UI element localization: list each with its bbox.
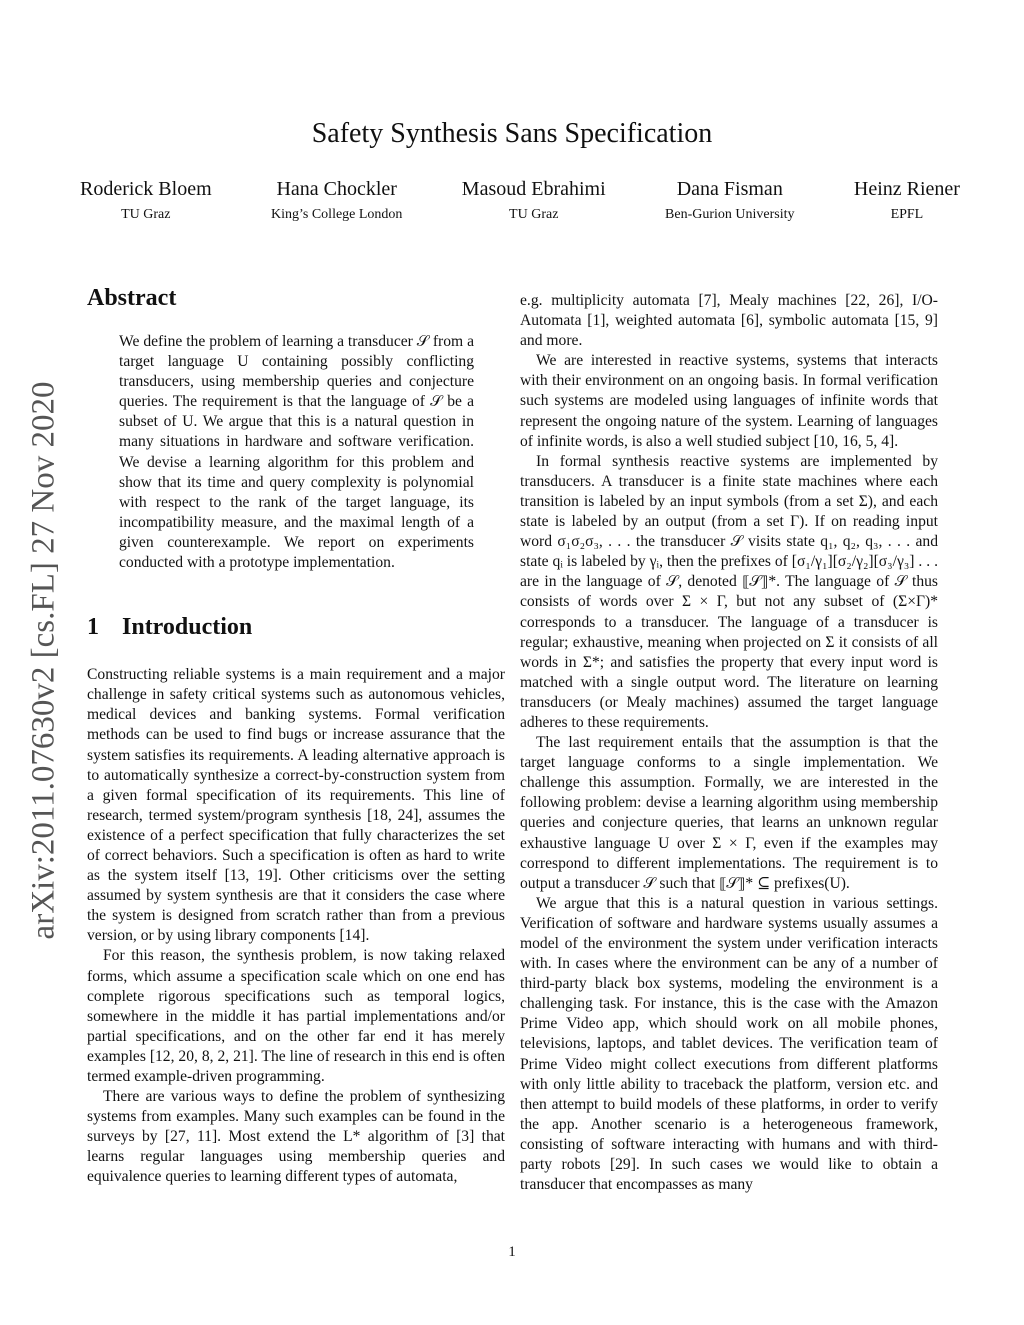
author-affiliation: King’s College London bbox=[271, 207, 403, 222]
section-title: Introduction bbox=[122, 614, 253, 641]
abstract-heading: Abstract bbox=[87, 285, 177, 311]
paragraph: We argue that this is a natural question in various settings. Verification of software and hardware systems usually assumes a model of the environment the system under verification interacts with. In cases where the environment can be any of a number of third-party black box systems, modeling the environment is a challenging task. For instance, this is the case with the Amazon Prime Video app, which should work on all mobile phones, televisions, laptops, and tablet devices. The verification team of Prime Video might collect executions from different platforms with only little ability to traceback the platform, version etc. and then attempt to build models of these platforms, in order to verify the app. Another scenario is a heterogeneous framework, consisting of software interacting with humans and with third-party robots [29]. In such cases we would like to obtain a transducer that encompasses as many bbox=[520, 894, 938, 1194]
author bbox=[665, 176, 794, 226]
author-list bbox=[80, 176, 960, 226]
paragraph: e.g. multiplicity automata [7], Mealy machines [22, 26], I/O-Automata [1], weighted automata [6], symbolic automata [15, 9] and more. bbox=[520, 292, 938, 350]
section-number: 1 bbox=[87, 614, 99, 641]
paragraph: In formal synthesis reactive systems are implemented by transducers. A transducer is a finite state machines where each transition is labeled by an input symbols (from a set Σ), and each state is labeled by an output (from a set Γ). If on reading input word σ₁σ₂σ₃, . . . the transducer 𝒮 visits state q₁, q₂, q₃, . . . and state qᵢ is labeled by γᵢ, then the prefixes of [σ₁/γ₁][σ₂/γ₂][σ₃/γ₃] . . . are in the language of 𝒮, denoted ⟦𝒮⟧*. The language of 𝒮 thus consists of words over Σ × Γ, but not any subset of (Σ×Γ)* corresponds to a transducer. The language of a transducer is regular; exhaustive, meaning when projected on Σ it consists of all words in Σ*; and satisfies the property that every input word is matched with a single output word. The literature on learning transducers (or Mealy machines) assumed the target language adheres to these requirements. bbox=[520, 452, 938, 731]
abstract-text: We define the problem of learning a transducer 𝒮 from a target language U containing possibly conflicting transducers, using membership queries and conjecture queries. The requirement is that the language of 𝒮 be a subset of U. We argue that this is a natural question in many situations in hardware and software verification. We devise a learning algorithm for this problem and show that its time and query complexity is polynomial with respect to the rank of the target language, its incompatibility measure, and the maximal length of a given counterexample. We report on experiments conducted with a prototype implementation. bbox=[119, 333, 474, 572]
author bbox=[80, 176, 212, 226]
author-affiliation: Ben-Gurion University bbox=[665, 207, 795, 222]
author-affiliation: EPFL bbox=[890, 207, 924, 222]
paper-title: Safety Synthesis Sans Specification bbox=[311, 118, 713, 149]
introduction-body bbox=[87, 665, 505, 1187]
paragraph: For this reason, the synthesis problem, is now taking relaxed forms, which assume a specification scale which on one end has complete rigorous specifications such as temporal logics, somewhere in the middle it has partial implementations and/or partial specifications, and on the other far end it has merely examples [12, 20, 8, 2, 21]. The line of research in this end is often termed example-driven programming. bbox=[87, 947, 505, 1085]
paragraph: Constructing reliable systems is a main requirement and a major challenge in safety critical systems such as autonomous vehicles, medical devices and banking systems. Formal verification methods can be used to find bugs or increase assurance that the system satisfies its requirements. A leading alternative approach is to automatically synthesize a correct-by-construction system from a given formal specification of its requirements. This line of research, termed system/program synthesis [18, 24], assumes the existence of a perfect specification that fully characterizes the set of correct behaviors. Such a specification is often as hard to write as the system itself [13, 19]. Other criticisms over the setting assumed by system synthesis are that it considers the case where the system is designed from scratch rather than from a previous version, or by using library components [14]. bbox=[87, 666, 505, 945]
author-name: Hana Chockler bbox=[276, 178, 397, 200]
author-name: Masoud Ebrahimi bbox=[461, 178, 606, 200]
abstract bbox=[87, 332, 505, 573]
author-name: Dana Fisman bbox=[676, 178, 783, 200]
left-column bbox=[87, 282, 505, 1188]
author bbox=[854, 176, 960, 226]
paragraph: There are various ways to define the problem of synthesizing systems from examples. Many such examples can be found in the surveys by [27, 11]. Most extend the L* algorithm of [3] that learns regular languages using membership queries and equivalence queries to learning different types of automata, bbox=[87, 1088, 505, 1186]
page-number: 1 bbox=[508, 1244, 516, 1260]
arxiv-stamp-text: arXiv:2011.07630v2 [cs.FL] 27 Nov 2020 bbox=[25, 381, 62, 939]
author bbox=[462, 176, 606, 226]
paragraph: The last requirement entails that the assumption is that the target language conforms to a single implementation. We challenge this assumption. Formally, we are interested in the following problem: devise a learning algorithm using membership queries and conjecture queries, that learns an unknown regular exhaustive language U over Σ × Γ, even if the examples may correspond to different implementations. The requirement is to output a transducer 𝒮 such that ⟦𝒮⟧* ⊆ prefixes(U). bbox=[520, 734, 938, 892]
author bbox=[271, 176, 402, 226]
author-name: Roderick Bloem bbox=[80, 178, 212, 200]
arxiv-stamp bbox=[4, 350, 84, 970]
introduction-heading bbox=[87, 611, 505, 643]
author-affiliation: TU Graz bbox=[121, 207, 171, 222]
right-column bbox=[520, 291, 938, 1195]
paragraph: We are interested in reactive systems, systems that interacts with their environment on an ongoing basis. In formal verification such systems are modeled using languages of infinite words that represent the ongoing nature of the system. Learning of languages of infinite words, is also a well studied subject [10, 16, 5, 4]. bbox=[520, 352, 938, 450]
author-name: Heinz Riener bbox=[853, 178, 960, 200]
author-affiliation: TU Graz bbox=[509, 207, 559, 222]
